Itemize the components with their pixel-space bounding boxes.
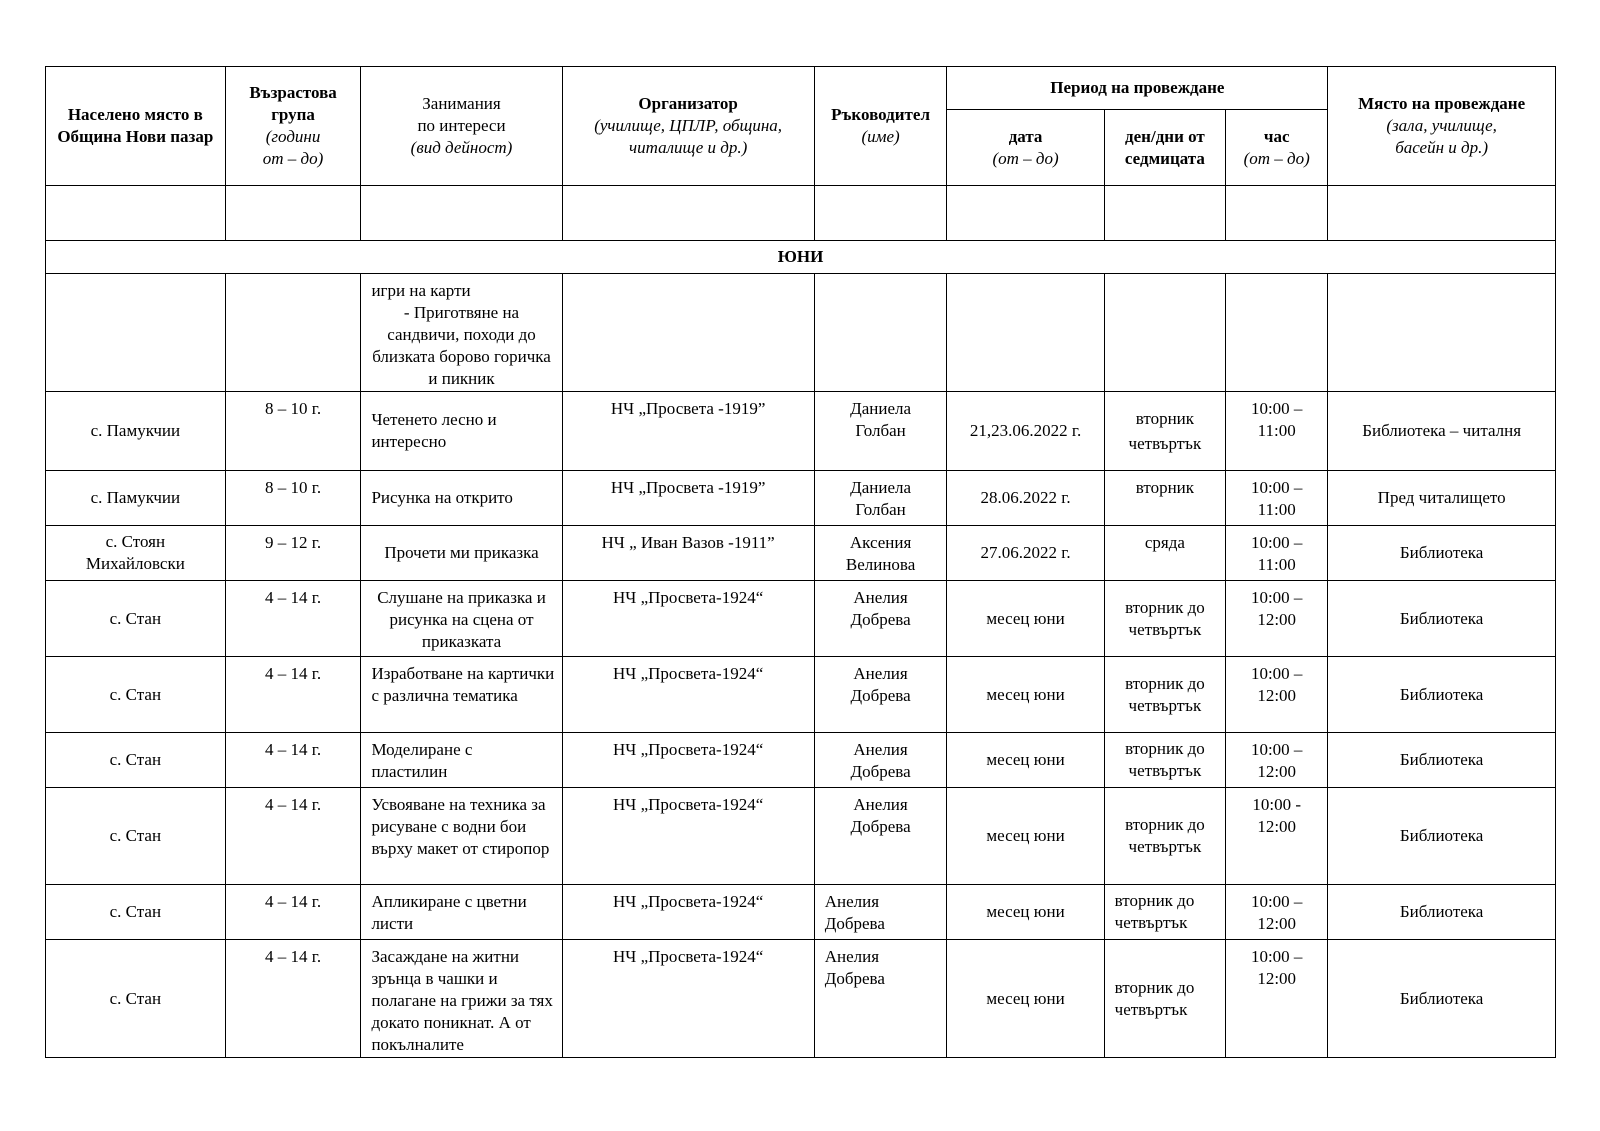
header-organizer: Организатор (училище, ЦПЛР, община, читалище и др.) xyxy=(562,67,814,186)
venue-cell: Библиотека – читалня xyxy=(1328,392,1556,471)
days-cell: вторник до четвъртък xyxy=(1104,940,1225,1058)
place-cell: с. Стан xyxy=(46,657,226,733)
leader-cell: Аксения Велинова xyxy=(814,526,947,581)
venue-cell: Пред читалището xyxy=(1328,471,1556,526)
organizer-cell: НЧ „Просвета-1924“ xyxy=(562,885,814,940)
header-leader: Ръководител (име) xyxy=(814,67,947,186)
age-cell: 4 – 14 г. xyxy=(225,885,361,940)
activity-cell: Засаждане на житни зрънца в чашки и полагане на грижи за тях докато поникнат. А от покълналите xyxy=(361,940,562,1058)
hour-cell: 10:00 - 12:00 xyxy=(1226,788,1328,885)
hour-cell: 10:00 – 12:00 xyxy=(1226,581,1328,657)
age-cell: 4 – 14 г. xyxy=(225,657,361,733)
empty-row xyxy=(46,186,1556,241)
header-venue: Място на провеждане (зала, училище, басейн и др.) xyxy=(1328,67,1556,186)
place-cell: с. Стан xyxy=(46,788,226,885)
organizer-cell: НЧ „Просвета-1924“ xyxy=(562,733,814,788)
age-cell: 8 – 10 г. xyxy=(225,471,361,526)
days-cell: вторник четвъртък xyxy=(1104,392,1225,471)
venue-cell: Библиотека xyxy=(1328,885,1556,940)
venue-cell: Библиотека xyxy=(1328,657,1556,733)
date-cell: месец юни xyxy=(947,788,1104,885)
place-cell: с. Памукчии xyxy=(46,471,226,526)
header-age-group: Възрастова група (години от – до) xyxy=(225,67,361,186)
organizer-cell: НЧ „Просвета -1919” xyxy=(562,471,814,526)
header-hour: час (от – до) xyxy=(1226,110,1328,186)
organizer-cell: НЧ „ Иван Вазов -1911” xyxy=(562,526,814,581)
days-cell: вторник xyxy=(1104,471,1225,526)
date-cell: месец юни xyxy=(947,885,1104,940)
date-cell: месец юни xyxy=(947,581,1104,657)
days-cell: вторник до четвъртък xyxy=(1104,885,1225,940)
activity-cell: Прочети ми приказка xyxy=(361,526,562,581)
date-cell: 28.06.2022 г. xyxy=(947,471,1104,526)
date-cell: месец юни xyxy=(947,657,1104,733)
leader-cell: Анелия Добрева xyxy=(814,885,947,940)
table-row xyxy=(46,940,1556,1058)
venue-cell: Библиотека xyxy=(1328,526,1556,581)
month-row xyxy=(46,241,1556,274)
venue-cell: Библиотека xyxy=(1328,733,1556,788)
organizer-cell: НЧ „Просвета-1924“ xyxy=(562,657,814,733)
continued-activity: игри на карти - Приготвяне на сандвичи, походи до близката борово горичка и пикник xyxy=(361,274,562,392)
activity-cell: Четенето лесно и интересно xyxy=(361,392,562,471)
leader-cell: Анелия Добрева xyxy=(814,581,947,657)
header-period: Период на провеждане xyxy=(947,67,1328,110)
table-row xyxy=(46,885,1556,940)
leader-cell: Даниела Голбан xyxy=(814,392,947,471)
place-cell: с. Стан xyxy=(46,885,226,940)
leader-cell: Анелия Добрева xyxy=(814,657,947,733)
header-date: дата (от – до) xyxy=(947,110,1104,186)
place-cell: с. Памукчии xyxy=(46,392,226,471)
header-place: Населено място в Община Нови пазар xyxy=(46,67,226,186)
age-cell: 9 – 12 г. xyxy=(225,526,361,581)
hour-cell: 10:00 – 11:00 xyxy=(1226,526,1328,581)
leader-cell: Анелия Добрева xyxy=(814,940,947,1058)
days-cell: вторник до четвъртък xyxy=(1104,657,1225,733)
table-row xyxy=(46,733,1556,788)
activity-cell: Рисунка на открито xyxy=(361,471,562,526)
days-cell: вторник до четвъртък xyxy=(1104,788,1225,885)
hour-cell: 10:00 – 12:00 xyxy=(1226,733,1328,788)
table-row xyxy=(46,581,1556,657)
activity-cell: Усвояване на техника за рисуване с водни бои върху макет от стиропор xyxy=(361,788,562,885)
organizer-cell: НЧ „Просвета-1924“ xyxy=(562,940,814,1058)
leader-cell: Даниела Голбан xyxy=(814,471,947,526)
days-cell: вторник до четвъртък xyxy=(1104,733,1225,788)
place-cell: с. Стоян Михайловски xyxy=(46,526,226,581)
place-cell: с. Стан xyxy=(46,581,226,657)
date-cell: 21,23.06.2022 г. xyxy=(947,392,1104,471)
age-cell: 4 – 14 г. xyxy=(225,788,361,885)
date-cell: месец юни xyxy=(947,733,1104,788)
continued-row xyxy=(46,274,1556,392)
leader-cell: Анелия Добрева xyxy=(814,733,947,788)
table-row xyxy=(46,471,1556,526)
hour-cell: 10:00 – 12:00 xyxy=(1226,885,1328,940)
days-cell: сряда xyxy=(1104,526,1225,581)
date-cell: месец юни xyxy=(947,940,1104,1058)
leader-cell: Анелия Добрева xyxy=(814,788,947,885)
age-cell: 8 – 10 г. xyxy=(225,392,361,471)
date-cell: 27.06.2022 г. xyxy=(947,526,1104,581)
hour-cell: 10:00 – 11:00 xyxy=(1226,392,1328,471)
table-row xyxy=(46,526,1556,581)
activity-cell: Моделиране с пластилин xyxy=(361,733,562,788)
table-row xyxy=(46,392,1556,471)
activity-cell: Изработване на картички с различна тематика xyxy=(361,657,562,733)
hour-cell: 10:00 – 11:00 xyxy=(1226,471,1328,526)
month-label: ЮНИ xyxy=(46,241,1556,274)
header-activities: Занимания по интереси (вид дейност) xyxy=(361,67,562,186)
table-row xyxy=(46,657,1556,733)
organizer-cell: НЧ „Просвета-1924“ xyxy=(562,788,814,885)
venue-cell: Библиотека xyxy=(1328,581,1556,657)
activity-cell: Слушане на приказка и рисунка на сцена от приказката xyxy=(361,581,562,657)
venue-cell: Библиотека xyxy=(1328,940,1556,1058)
schedule-table xyxy=(45,66,1556,1058)
table-row xyxy=(46,788,1556,885)
place-cell: с. Стан xyxy=(46,940,226,1058)
days-cell: вторник до четвъртък xyxy=(1104,581,1225,657)
header-days: ден/дни от седмицата xyxy=(1104,110,1225,186)
venue-cell: Библиотека xyxy=(1328,788,1556,885)
organizer-cell: НЧ „Просвета -1919” xyxy=(562,392,814,471)
activity-cell: Апликиране с цветни листи xyxy=(361,885,562,940)
age-cell: 4 – 14 г. xyxy=(225,733,361,788)
age-cell: 4 – 14 г. xyxy=(225,581,361,657)
place-cell: с. Стан xyxy=(46,733,226,788)
hour-cell: 10:00 – 12:00 xyxy=(1226,940,1328,1058)
hour-cell: 10:00 – 12:00 xyxy=(1226,657,1328,733)
organizer-cell: НЧ „Просвета-1924“ xyxy=(562,581,814,657)
age-cell: 4 – 14 г. xyxy=(225,940,361,1058)
